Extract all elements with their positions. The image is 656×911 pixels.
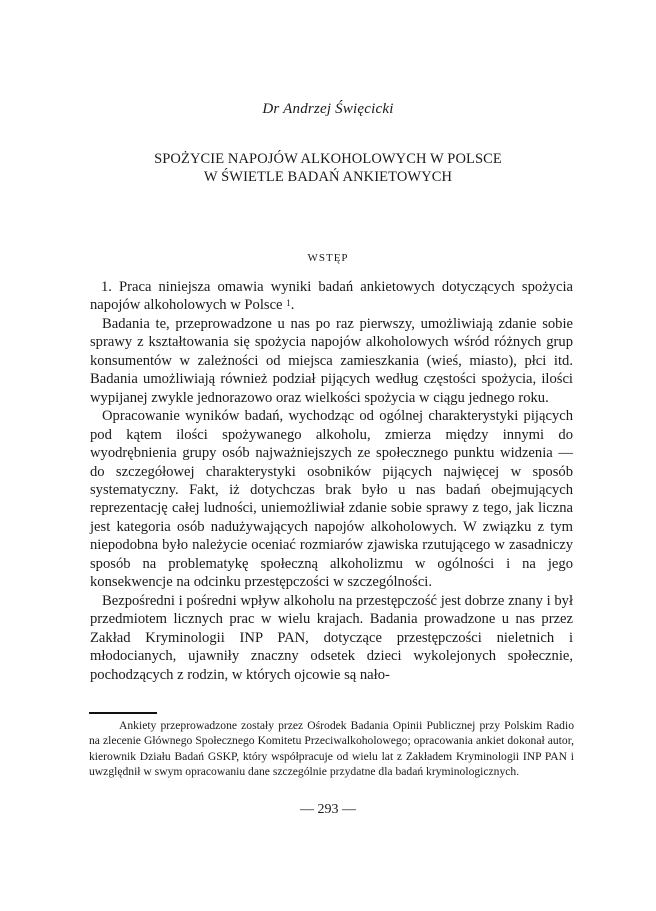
paragraph-1-text: 1. Praca niniejsza omawia wyniki badań ankietowych dotyczących spożycia napojów alkoholowych w Polsce — [90, 279, 573, 314]
paragraph-4: Bezpośredni i pośredni wpływ alkoholu na przestępczość jest dobrze znany i był przedmiotem licznych prac w wielu krajach. Badania prowadzone u nas przez Zakład Kryminologii INP PAN, dotyczące przestępczości nieletnich i młodocianych, ujawniły znaczny odsetek dzieci wykolejonych społecznie, pochodzących z rodzin, w których ojcowie są nało- — [90, 592, 573, 683]
footnote-separator — [89, 712, 157, 714]
footnote-reference[interactable]: 1 — [286, 298, 291, 309]
paragraph-1-end: . — [290, 297, 295, 314]
paragraph-2: Badania te, przeprowadzone u nas po raz pierwszy, umożliwiają zdanie sobie sprawy z kształtowania się spożycia napojów alkoholowych wśród różnych grup konsumentów w zależności od miejsca zamieszkania (wieś, miasto), płci itd. Badania umożliwiają również podział pijących według częstości spożycia, ilości wypijanej zwykle jednorazowo oraz wielkości spożycia w ciągu jednego roku. — [90, 315, 573, 406]
article-title-line-2: W ŚWIETLE BADAŃ ANKIETOWYCH — [203, 169, 453, 185]
author-name: Dr Andrzej Święcicki — [262, 101, 394, 117]
footnote — [89, 718, 574, 780]
paragraph-1 — [90, 278, 573, 315]
paragraph-3: Opracowanie wyników badań, wychodząc od ogólnej charakterystyki pijących pod kątem ilości spożywanego alkoholu, zmierza między innymi do wyodrębnienia grupy osób najważniejszych ze społecznego punktu widzenia — do szczegółowej charakterystyki osobników pijących najwięcej w sposób systematyczny. Fakt, iż dotychczas brak było u nas badań obejmujących reprezentację całej ludności, uniemożliwiał zdanie sobie sprawy z tego, jak liczna jest kategoria osób nadużywających napojów alkoholowych. W związku z tym niepodobna było należycie oceniać rozmiarów zjawiska rzutującego w zasadniczy sposób na problematykę społeczną alkoholizmu w ogólności i na jego konsekwencje na odcinku przestępczości w szczególności. — [90, 408, 573, 591]
article-title-line-1: SPOŻYCIE NAPOJÓW ALKOHOLOWYCH W POLSCE — [154, 151, 502, 167]
page-number: — 293 — — [300, 802, 356, 817]
section-heading: WSTĘP — [307, 252, 349, 264]
article-title — [0, 150, 656, 186]
footnote-text: Ankiety przeprowadzone zostały przez Ośrodek Badania Opinii Publicznej przy Polskim Radio na zlecenie Głównego Społecznego Komitetu Przeciwalkoholowego; opracowania ankiet dokonał autor, kierownik Działu Badań GSKP, który współpracuje od wielu lat z Zakładem Kryminologii INP PAN i uwzględnił w swym opracowaniu dane szczególnie przydatne dla badań kryminologicznych. — [89, 719, 574, 779]
body-text — [90, 278, 573, 684]
